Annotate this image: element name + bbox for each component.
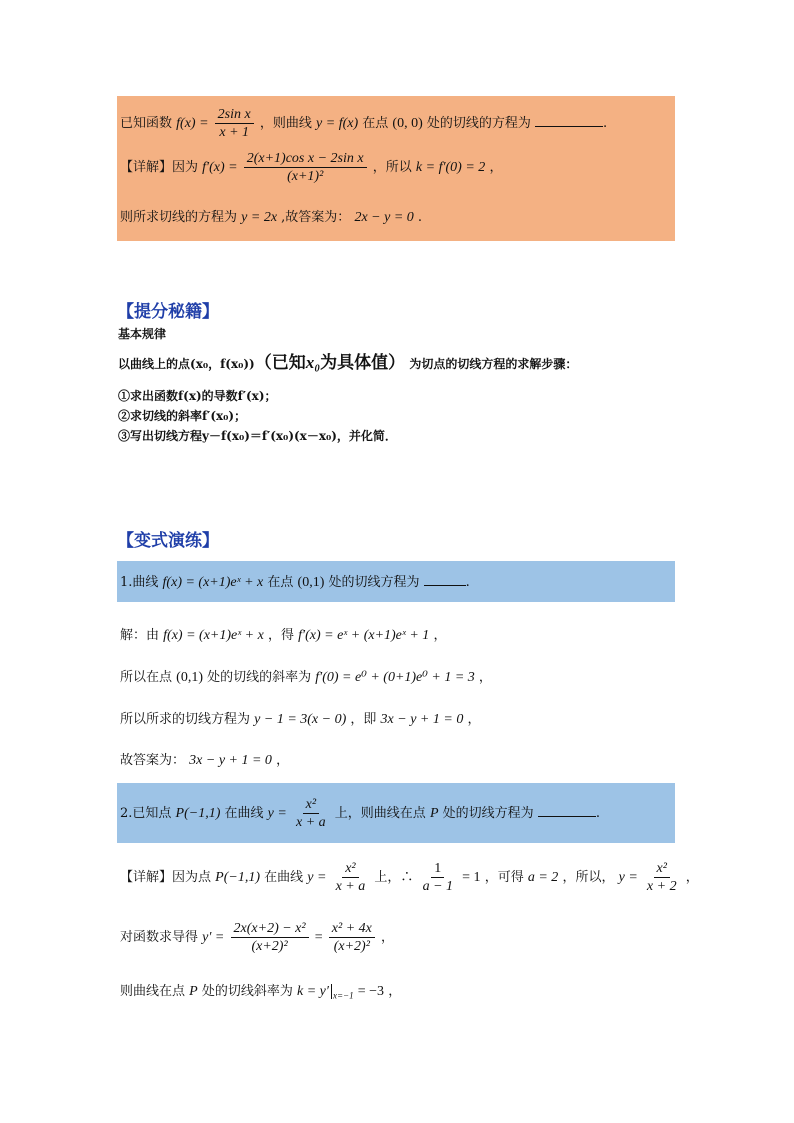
text: . — [417, 210, 423, 225]
fraction-denominator: x + 2 — [646, 879, 677, 894]
math: P — [189, 984, 198, 999]
text: 处的切线斜率为 — [201, 984, 293, 999]
practice-title: 【变式演练】 — [117, 531, 219, 551]
text: 所以在点 — [120, 670, 173, 685]
text: ，可得 — [484, 870, 524, 885]
text: . — [465, 575, 470, 590]
fraction-numerator: 2x(x+2) − x² — [231, 920, 309, 938]
answer-blank — [535, 113, 603, 127]
text: ， — [478, 670, 492, 685]
fraction-denominator: x + a — [335, 879, 366, 894]
math: P(−1,1) — [215, 870, 260, 885]
fraction-numerator: x² — [303, 796, 319, 814]
math-subscript: x=−1 — [332, 990, 354, 1001]
example-answer — [120, 208, 422, 228]
math: f(x) = (x+1)eˣ + x — [163, 628, 264, 643]
text: 在曲线 — [224, 806, 264, 821]
fraction-numerator: 1 — [431, 860, 444, 878]
fraction-numerator: 2sin x — [215, 106, 254, 124]
math: f′(0) = e⁰ + (0+1)e⁰ + 1 = 3 — [315, 670, 475, 685]
practice-s1-line3 — [120, 710, 480, 730]
fraction — [244, 150, 367, 185]
math: = — [314, 930, 323, 945]
text: ， — [388, 984, 402, 999]
math: f(x) = (x+1)eˣ + x — [162, 575, 264, 590]
math: 3x − y + 1 = 0 — [189, 753, 272, 768]
math: f(x) = — [176, 116, 209, 131]
fraction-numerator: x² — [342, 860, 358, 878]
math: 2x − y = 0 — [354, 210, 414, 225]
math: f′(x) = eˣ + (x+1)eˣ + 1 — [298, 628, 430, 643]
math: 3x − y + 1 = 0 — [380, 712, 464, 727]
math: (0,1) — [297, 575, 325, 590]
text: 处的切线方程为 — [442, 806, 534, 821]
math: P(−1,1) — [175, 806, 221, 821]
practice-s1-line2 — [120, 668, 492, 688]
practice-s1-answer — [120, 751, 289, 771]
text: 1.曲线 — [120, 575, 159, 590]
text: 【详解】因为点 — [120, 870, 212, 885]
practice-d2-line1 — [120, 860, 699, 895]
practice-q1 — [120, 572, 470, 593]
text: ,故答案为： — [281, 210, 351, 225]
fraction-denominator: (x+2)² — [333, 939, 370, 954]
fraction — [329, 920, 375, 955]
text: 所以所求的切线方程为 — [120, 712, 251, 727]
fraction-denominator: (x+1)² — [287, 169, 324, 184]
math: y = — [267, 806, 287, 821]
math: y′ = — [202, 930, 225, 945]
text: 上，则曲线在点 — [334, 806, 426, 821]
math: k = f′(0) = 2 — [415, 160, 486, 175]
fraction — [215, 106, 254, 141]
text: 则曲线在点 — [120, 984, 186, 999]
text: 以曲线上的点 — [118, 357, 191, 371]
text: ，所以， — [562, 870, 615, 885]
tips-step-2: ②求切线的斜率f′(x₀)； — [118, 409, 247, 423]
text: ，即 — [350, 712, 377, 727]
text: 处的切线的斜率为 — [207, 670, 312, 685]
text: ，则曲线 — [259, 116, 312, 131]
practice-q2 — [120, 796, 600, 831]
example-solution — [120, 150, 502, 185]
practice-d2-line3 — [120, 982, 401, 1006]
math: (x₀，f(x₀)) — [190, 357, 255, 371]
math: a = 2 — [527, 870, 559, 885]
text: ， — [489, 160, 503, 175]
fraction — [333, 860, 369, 895]
math: y = — [307, 870, 327, 885]
tips-title: 【提分秘籍】 — [117, 302, 219, 322]
text: . — [595, 806, 600, 821]
text: 处的切线的方程为 — [426, 116, 531, 131]
math: y = — [618, 870, 638, 885]
math: f′(x) = — [202, 160, 238, 175]
tips-intro — [118, 353, 577, 374]
text: ， — [381, 930, 395, 945]
math: = −3 — [357, 984, 385, 999]
text: 对函数求导得 — [120, 930, 199, 945]
evaluation-bar — [331, 984, 354, 999]
text: 为切点的切线方程的求解步骤： — [409, 357, 578, 371]
text: . — [603, 116, 608, 131]
fraction-numerator: 2(x+1)cos x − 2sin x — [244, 150, 367, 168]
answer-blank — [424, 572, 466, 586]
fraction — [293, 796, 329, 831]
example-question — [120, 106, 607, 141]
text: 2.已知点 — [120, 806, 172, 821]
answer-blank — [538, 803, 596, 817]
math: P — [429, 806, 439, 821]
tips-subtitle: 基本规律 — [118, 327, 167, 341]
text: ， — [467, 712, 481, 727]
math: = 1 — [462, 870, 481, 885]
text: ， — [433, 628, 447, 643]
math: y = f(x) — [316, 116, 359, 131]
text: ， — [276, 753, 290, 768]
math: (0,1) — [176, 670, 203, 685]
text: 在曲线 — [264, 870, 304, 885]
text: 【详解】因为 — [120, 160, 199, 175]
math: x₀ — [305, 353, 321, 372]
practice-d2-line2 — [120, 920, 394, 955]
fraction — [231, 920, 309, 955]
tips-step-1: ①求出函数f(x)的导数f′(x)； — [118, 389, 277, 403]
text: 解：由 — [120, 628, 160, 643]
text: 则所求切线的方程为 — [120, 210, 238, 225]
text: 已知函数 — [120, 116, 173, 131]
fraction-denominator: x + a — [295, 815, 326, 830]
fraction-denominator: a − 1 — [422, 879, 454, 894]
practice-s1-line1 — [120, 626, 446, 646]
fraction-denominator: (x+2)² — [251, 939, 288, 954]
tips-step-3: ③写出切线方程y－f(x₀)＝f′(x₀)(x－x₀)，并化简． — [118, 429, 397, 443]
fraction — [644, 860, 680, 895]
text: 在点 — [362, 116, 389, 131]
text: 上，∴ — [374, 870, 414, 885]
text: 为具体值） — [320, 353, 406, 373]
fraction-numerator: x² + 4x — [329, 920, 375, 938]
text: 在点 — [267, 575, 294, 590]
text: 故答案为： — [120, 753, 186, 768]
text: （已知 — [254, 353, 306, 373]
fraction-denominator: x + 1 — [219, 125, 250, 140]
text: ，所以 — [372, 160, 412, 175]
math: y = 2x — [241, 210, 278, 225]
math: y − 1 = 3(x − 0) — [254, 712, 347, 727]
fraction — [420, 860, 456, 895]
text: 处的切线方程为 — [328, 575, 420, 590]
text: ，得 — [267, 628, 294, 643]
text: ， — [685, 870, 699, 885]
math: k = y′ — [297, 984, 329, 999]
fraction-numerator: x² — [654, 860, 670, 878]
math: (0, 0) — [392, 116, 423, 131]
